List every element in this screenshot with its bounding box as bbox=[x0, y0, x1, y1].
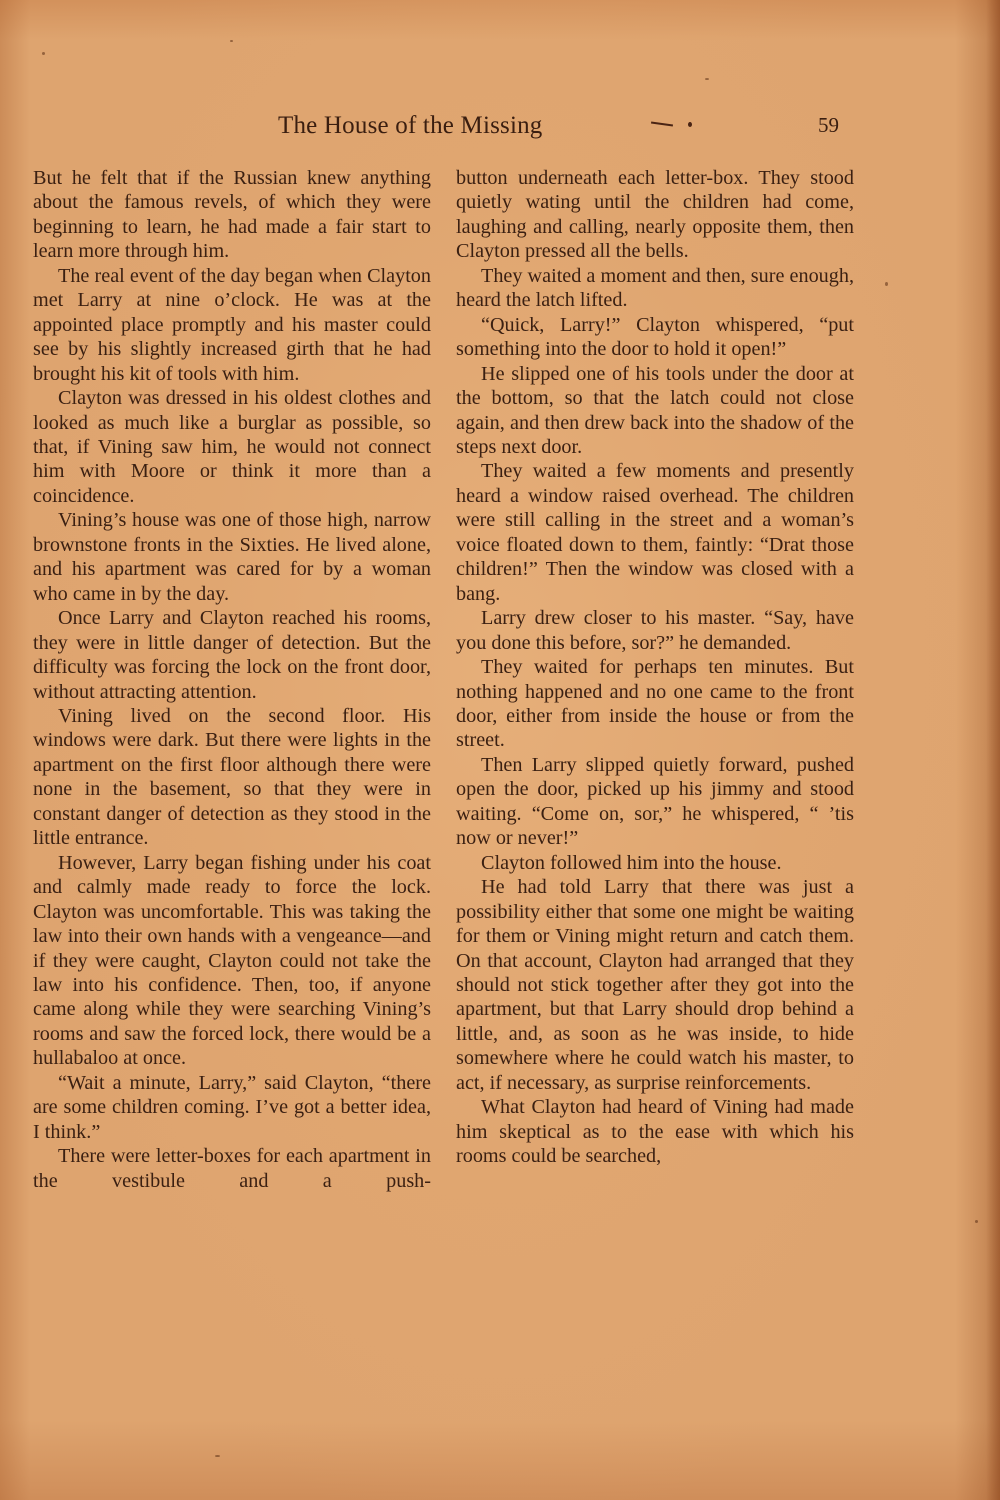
paragraph: But he felt that if the Russian knew anything about the famous revels, of which they were beginning to learn, he had made a fair start to learn more through him. bbox=[33, 167, 431, 263]
paper-speck bbox=[975, 1220, 978, 1223]
paragraph: There were letter-boxes for each apartment in the vestibule and a push- bbox=[33, 1145, 431, 1192]
paragraph: Clayton followed him into the house. bbox=[481, 851, 782, 874]
paragraph: Larry drew closer to his master. “Say, have you done this before, sor?” he demanded. bbox=[456, 607, 854, 654]
ink-dot-mark bbox=[688, 122, 692, 127]
right-text-column bbox=[456, 166, 854, 1169]
paragraph: They waited for perhaps ten minutes. But nothing happened and no one came to the front door, either from inside the house or from the street. bbox=[456, 656, 854, 752]
paper-speck bbox=[885, 282, 888, 286]
paragraph: They waited a moment and then, sure enough, heard the latch lifted. bbox=[456, 264, 854, 312]
paragraph: They waited a few moments and presently heard a window raised overhead. The children were still calling in the street and a woman’s voice floated down to them, faintly: “Drat those children!” Then the window was closed with a bang. bbox=[456, 460, 854, 605]
paragraph: Once Larry and Clayton reached his rooms, they were in little danger of detection. But the difficulty was forcing the lock on the front door, without attracting attention. bbox=[33, 607, 431, 703]
paragraph: However, Larry began fishing under his coat and calmly made ready to force the lock. Clayton was uncomfortable. This was taking the law into their own hands with a vengeance—and if they were caught, Clayton could not take the law into his confidence. Then, too, if anyone came along while they were searching Vining’s rooms and saw the forced lock, there would be a hullabaloo at once. bbox=[33, 851, 431, 1070]
paragraph: “Quick, Larry!” Clayton whispered, “put something into the door to hold it open!” bbox=[456, 313, 854, 361]
paragraph: “Wait a minute, Larry,” said Clayton, “there are some children coming. I’ve got a better idea, I think.” bbox=[33, 1071, 431, 1143]
page-header bbox=[0, 112, 1000, 146]
paper-speck bbox=[42, 52, 45, 55]
page-edge-shadow bbox=[986, 0, 1000, 1500]
left-text-column bbox=[33, 166, 431, 1193]
paragraph: He slipped one of his tools under the door at the bottom, so that the latch could not close again, and then drew back into the shadow of the steps next door. bbox=[456, 362, 854, 458]
paragraph: He had told Larry that there was just a possibility either that some one might be waiting for them or Vining might return and catch them. On that account, Clayton had arranged that they should not stick together after they got into the apartment, but that Larry should drop behind a little, and, as soon as he was inside, to hide somewhere where he could watch his master, to act, if necessary, as surprise reinforcements. bbox=[456, 876, 854, 1094]
paragraph: What Clayton had heard of Vining had made him skeptical as to the ease with which his rooms could be searched, bbox=[456, 1096, 854, 1168]
paragraph: The real event of the day began when Clayton met Larry at nine o’clock. He was at the appointed place promptly and his master could see by his slightly increased girth that he had brought his kit of tools with him. bbox=[33, 264, 431, 385]
paper-speck bbox=[705, 78, 709, 80]
paragraph: Then Larry slipped quietly forward, pushed open the door, picked up his jimmy and stood waiting. “Come on, sor,” he whispered, “ ’tis now or never!” bbox=[456, 753, 854, 850]
ink-dash-mark bbox=[651, 121, 673, 126]
paper-speck bbox=[230, 40, 233, 42]
paragraph: Vining’s house was one of those high, narrow brownstone fronts in the Sixties. He lived alone, and his apartment was cared for by a woman who came in by the day. bbox=[33, 509, 431, 605]
running-title: The House of the Missing bbox=[278, 112, 543, 139]
paragraph: Clayton was dressed in his oldest clothes and looked as much like a burglar as possible, so that, if Vining saw him, he would not connect him with Moore or think it more than a coincidence. bbox=[33, 387, 431, 507]
paragraph: Vining lived on the second floor. His windows were dark. But there were lights in the apartment on the first floor although there were none in the basement, so that they were in constant danger of detection as they stood in the little entrance. bbox=[33, 704, 431, 850]
paper-speck bbox=[215, 1455, 220, 1457]
page-number: 59 bbox=[818, 113, 839, 137]
paragraph: button underneath each letter-box. They stood quietly wating until the children had come, laughing and calling, nearly opposite them, then Clayton pressed all the bells. bbox=[456, 167, 854, 263]
